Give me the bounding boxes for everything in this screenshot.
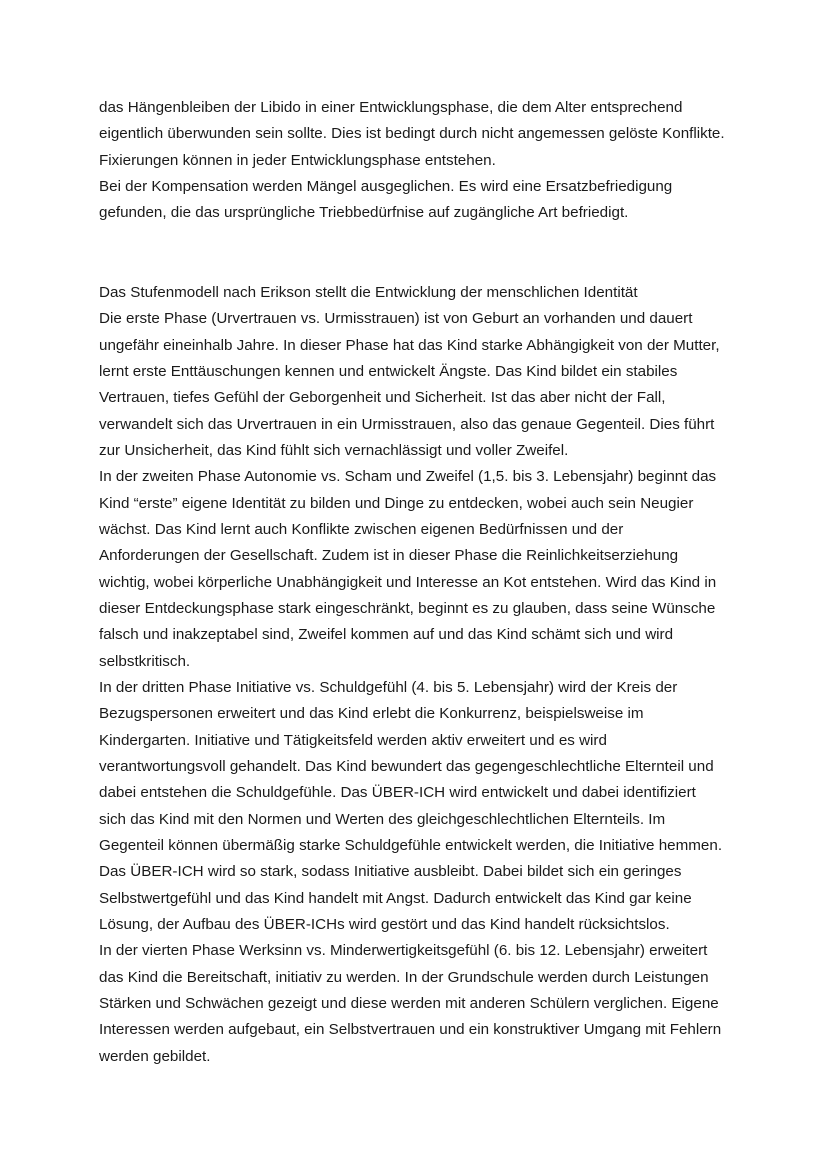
text-line: lernt erste Enttäuschungen kennen und entwickelt Ängste. Das Kind bildet ein stabiles xyxy=(99,363,678,380)
text-line: Bezugspersonen erweitert und das Kind erlebt die Konkurrenz, beispielsweise im xyxy=(99,705,644,722)
text-line: Das Stufenmodell nach Erikson stellt die Entwicklung der menschlichen Identität xyxy=(99,284,638,301)
text-line: wichtig, wobei körperliche Unabhängigkeit und Interesse an Kot entstehen. Wird das Kind in xyxy=(99,574,717,591)
text-line: verantwortungsvoll gehandelt. Das Kind bewundert das gegengeschlechtliche Elternteil und xyxy=(99,758,714,775)
text-line: dabei entstehen die Schuldgefühle. Das ÜBER-ICH wird entwickelt und dabei identifiziert xyxy=(99,784,696,801)
text-line: Kindergarten. Initiative und Tätigkeitsfeld werden aktiv erweitert und es wird xyxy=(99,732,607,749)
text-line: Gegenteil können übermäßig starke Schuldgefühle entwickelt werden, die Initiative hemmen. xyxy=(99,837,723,854)
text-line: werden gebildet. xyxy=(99,1048,211,1065)
text-line: eigentlich überwunden sein sollte. Dies ist bedingt durch nicht angemessen gelöste Konflikte. xyxy=(99,125,725,142)
text-line: dieser Entdeckungsphase stark eingeschränkt, beginnt es zu glauben, dass seine Wünsche xyxy=(99,600,716,617)
text-line: das Hängenbleiben der Libido in einer Entwicklungsphase, die dem Alter entsprechend xyxy=(99,99,683,116)
text-line: Fixierungen können in jeder Entwicklungsphase entstehen. xyxy=(99,152,496,169)
text-line: falsch und inakzeptabel sind, Zweifel kommen auf und das Kind schämt sich und wird xyxy=(99,626,674,643)
text-line: ungefähr eineinhalb Jahre. In dieser Phase hat das Kind starke Abhängigkeit von der Mutter, xyxy=(99,337,720,354)
text-line: Die erste Phase (Urvertrauen vs. Urmisstrauen) ist von Geburt an vorhanden und dauert xyxy=(99,310,693,327)
text-line: zur Unsicherheit, das Kind fühlt sich vernachlässigt und voller Zweifel. xyxy=(99,442,569,459)
text-line: Stärken und Schwächen gezeigt und diese werden mit anderen Schülern verglichen. Eigene xyxy=(99,995,719,1012)
text-line: selbstkritisch. xyxy=(99,653,191,670)
text-line: Bei der Kompensation werden Mängel ausgeglichen. Es wird eine Ersatzbefriedigung xyxy=(99,178,673,195)
text-line: Lösung, der Aufbau des ÜBER-ICHs wird gestört und das Kind handelt rücksichtslos. xyxy=(99,916,670,933)
text-line: Anforderungen der Gesellschaft. Zudem ist in dieser Phase die Reinlichkeitserziehung xyxy=(99,547,679,564)
text-line: sich das Kind mit den Normen und Werten des gleichgeschlechtlichen Elternteils. Im xyxy=(99,811,666,828)
text-line: verwandelt sich das Urvertrauen in ein Urmisstrauen, also das genaue Gegenteil. Dies führt xyxy=(99,416,715,433)
text-line: Interessen werden aufgebaut, ein Selbstvertrauen und ein konstruktiver Umgang mit Fehlern xyxy=(99,1021,722,1038)
text-line: In der zweiten Phase Autonomie vs. Scham und Zweifel (1,5. bis 3. Lebensjahr) beginnt das xyxy=(99,468,717,485)
text-line: wächst. Das Kind lernt auch Konflikte zwischen eigenen Bedürfnissen und der xyxy=(99,521,624,538)
text-line: Das ÜBER-ICH wird so stark, sodass Initiative ausbleibt. Dabei bildet sich ein geringes xyxy=(99,863,682,880)
text-line: Selbstwertgefühl und das Kind handelt mit Angst. Dadurch entwickelt das Kind gar keine xyxy=(99,890,692,907)
text-line: In der vierten Phase Werksinn vs. Minderwertigkeitsgefühl (6. bis 12. Lebensjahr) erweitert xyxy=(99,942,708,959)
text-line: das Kind die Bereitschaft, initiativ zu werden. In der Grundschule werden durch Leistungen xyxy=(99,969,709,986)
text-line: Vertrauen, tiefes Gefühl der Geborgenheit und Sicherheit. Ist das aber nicht der Fall, xyxy=(99,389,666,406)
text-line: Kind “erste” eigene Identität zu bilden und Dinge zu entdecken, wobei auch sein Neugier xyxy=(99,495,694,512)
text-line: In der dritten Phase Initiative vs. Schuldgefühl (4. bis 5. Lebensjahr) wird der Kreis der xyxy=(99,679,678,696)
text-line: gefunden, die das ursprüngliche Triebbedürfnise auf zugängliche Art befriedigt. xyxy=(99,204,629,221)
